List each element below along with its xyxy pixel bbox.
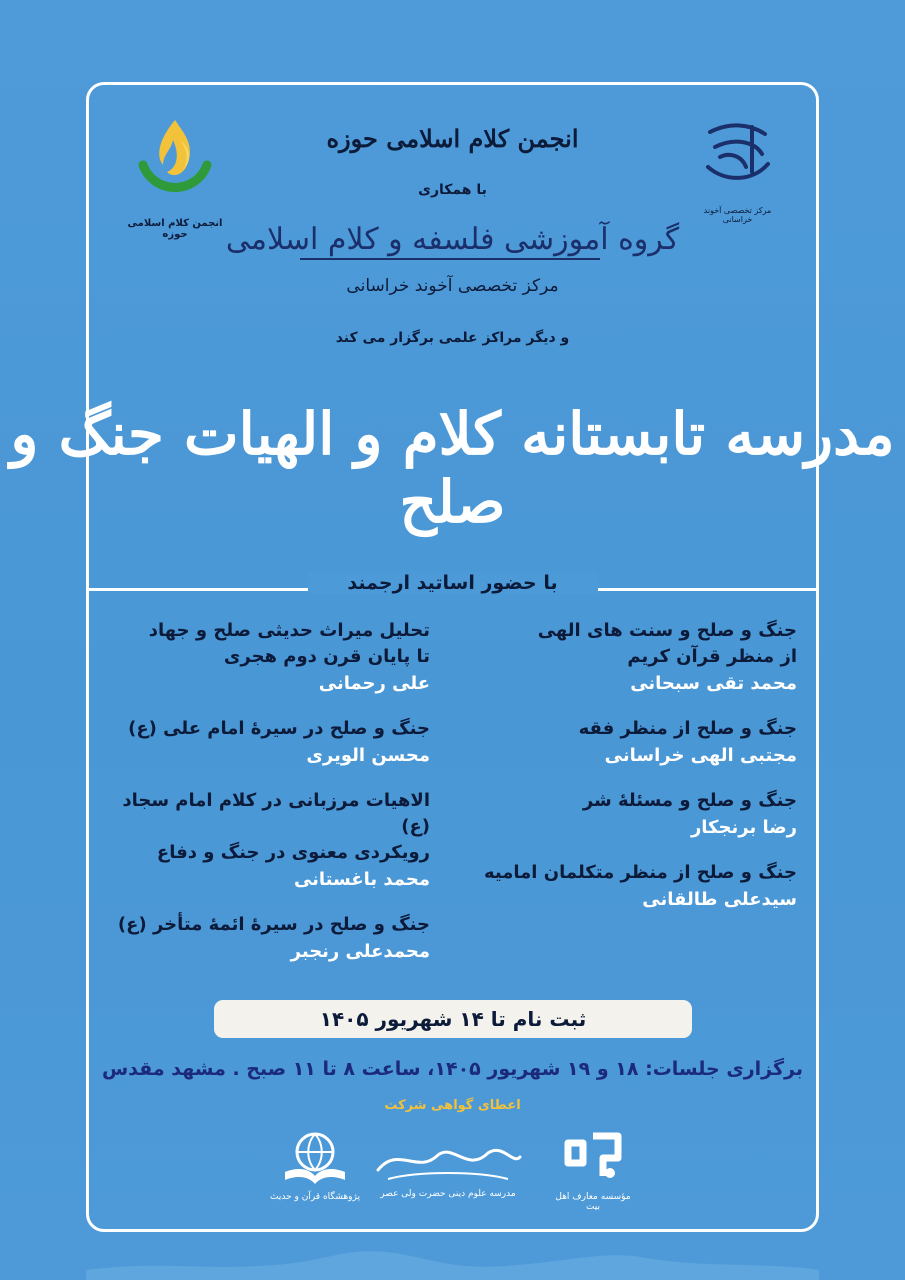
lecture-item [100,716,430,770]
seminary-caption: مدرسه علوم دینی حضرت ولی عصر [380,1189,516,1199]
calligraphy-wordmark-icon [368,1135,528,1185]
department-underline [300,258,600,260]
lecture-speaker: محمد تقی سبحانی [630,673,797,694]
lecture-item [467,716,797,770]
lecturers-label: با حضور اساتید ارجمند [308,572,598,594]
maaref-caption: مؤسسه معارف اهل بیت [555,1192,631,1212]
lecture-speaker: علی رحمانی [318,673,430,694]
lecture-item [100,912,430,966]
lecture-topic: جنگ و صلح و مسئلهٔ شر [582,790,797,811]
lecture-speaker: محمدعلی رنجبر [290,941,430,962]
lecture-speaker: محسن الویری [306,745,430,766]
organizer-name: انجمن کلام اسلامی حوزه [326,124,579,153]
collaboration-label: با همکاری [418,182,487,198]
lecture-topic-line2: رویکردی معنوی در جنگ و دفاع [156,842,430,863]
department-subtitle: مرکز تخصصی آخوند خراسانی [346,276,559,296]
cloud-decoration-icon [86,1200,819,1280]
lecture-topic: تحلیل میراث حدیثی صلح و جهاد [148,620,430,641]
maaref-logo [548,1128,638,1212]
lectures-right-column [467,618,797,932]
lecture-speaker: سیدعلی طالقانی [642,889,797,910]
lecture-item [467,860,797,914]
department-name: گروه آموزشی فلسفه و کلام اسلامی [225,222,680,257]
lecture-topic: جنگ و صلح در سیرهٔ امام علی (ع) [128,718,430,739]
registration-deadline: ثبت نام تا ۱۴ شهریور ۱۴۰۵ [214,1000,692,1038]
lecture-item [100,788,430,894]
lectures-left-column [100,618,430,984]
lecture-topic-line2: از منظر قرآن کریم [627,646,797,667]
lecture-topic: جنگ و صلح و سنت های الهی [537,620,797,641]
quran-hadith-caption: پژوهشگاه قرآن و حدیث [270,1192,360,1202]
lecture-topic: جنگ و صلح از منظر متکلمان امامیه [484,862,797,883]
akhund-center-caption: مرکز تخصصی آخوند خراسانی [703,206,772,224]
lecture-speaker: محمد باغستانی [293,869,430,890]
lecture-item [467,788,797,842]
globe-book-icon [270,1128,360,1188]
certificate-note: اعطای گواهی شرکت [384,1098,521,1113]
session-schedule: برگزاری جلسات: ۱۸ و ۱۹ شهریور ۱۴۰۵، ساعت ۸ تا ۱۱ صبح . مشهد مقدس [101,1058,804,1080]
quran-hadith-logo [270,1128,360,1208]
lecture-topic: الاهیات مرزبانی در کلام امام سجاد (ع) [122,790,430,837]
lecture-speaker: مجتبی الهی خراسانی [604,745,797,766]
association-logo-caption: انجمن کلام اسلامی حوزه [127,218,223,240]
lecture-item [467,618,797,698]
lecture-speaker: رضا برنجکار [690,817,797,838]
event-title: مدرسه تابستانه کلام و الهیات جنگ و صلح [10,400,895,536]
maaref-calligraphy-icon [548,1128,638,1188]
lecture-topic-line2: تا پایان قرن دوم هجری [223,646,430,667]
lecture-topic: جنگ و صلح در سیرهٔ ائمهٔ متأخر (ع) [117,914,430,935]
lecture-item [100,618,430,698]
organizers-note: و دیگر مراکز علمی برگزار می کند [335,330,570,346]
seminary-logo [368,1135,528,1199]
lecture-topic: جنگ و صلح از منظر فقه [578,718,797,739]
